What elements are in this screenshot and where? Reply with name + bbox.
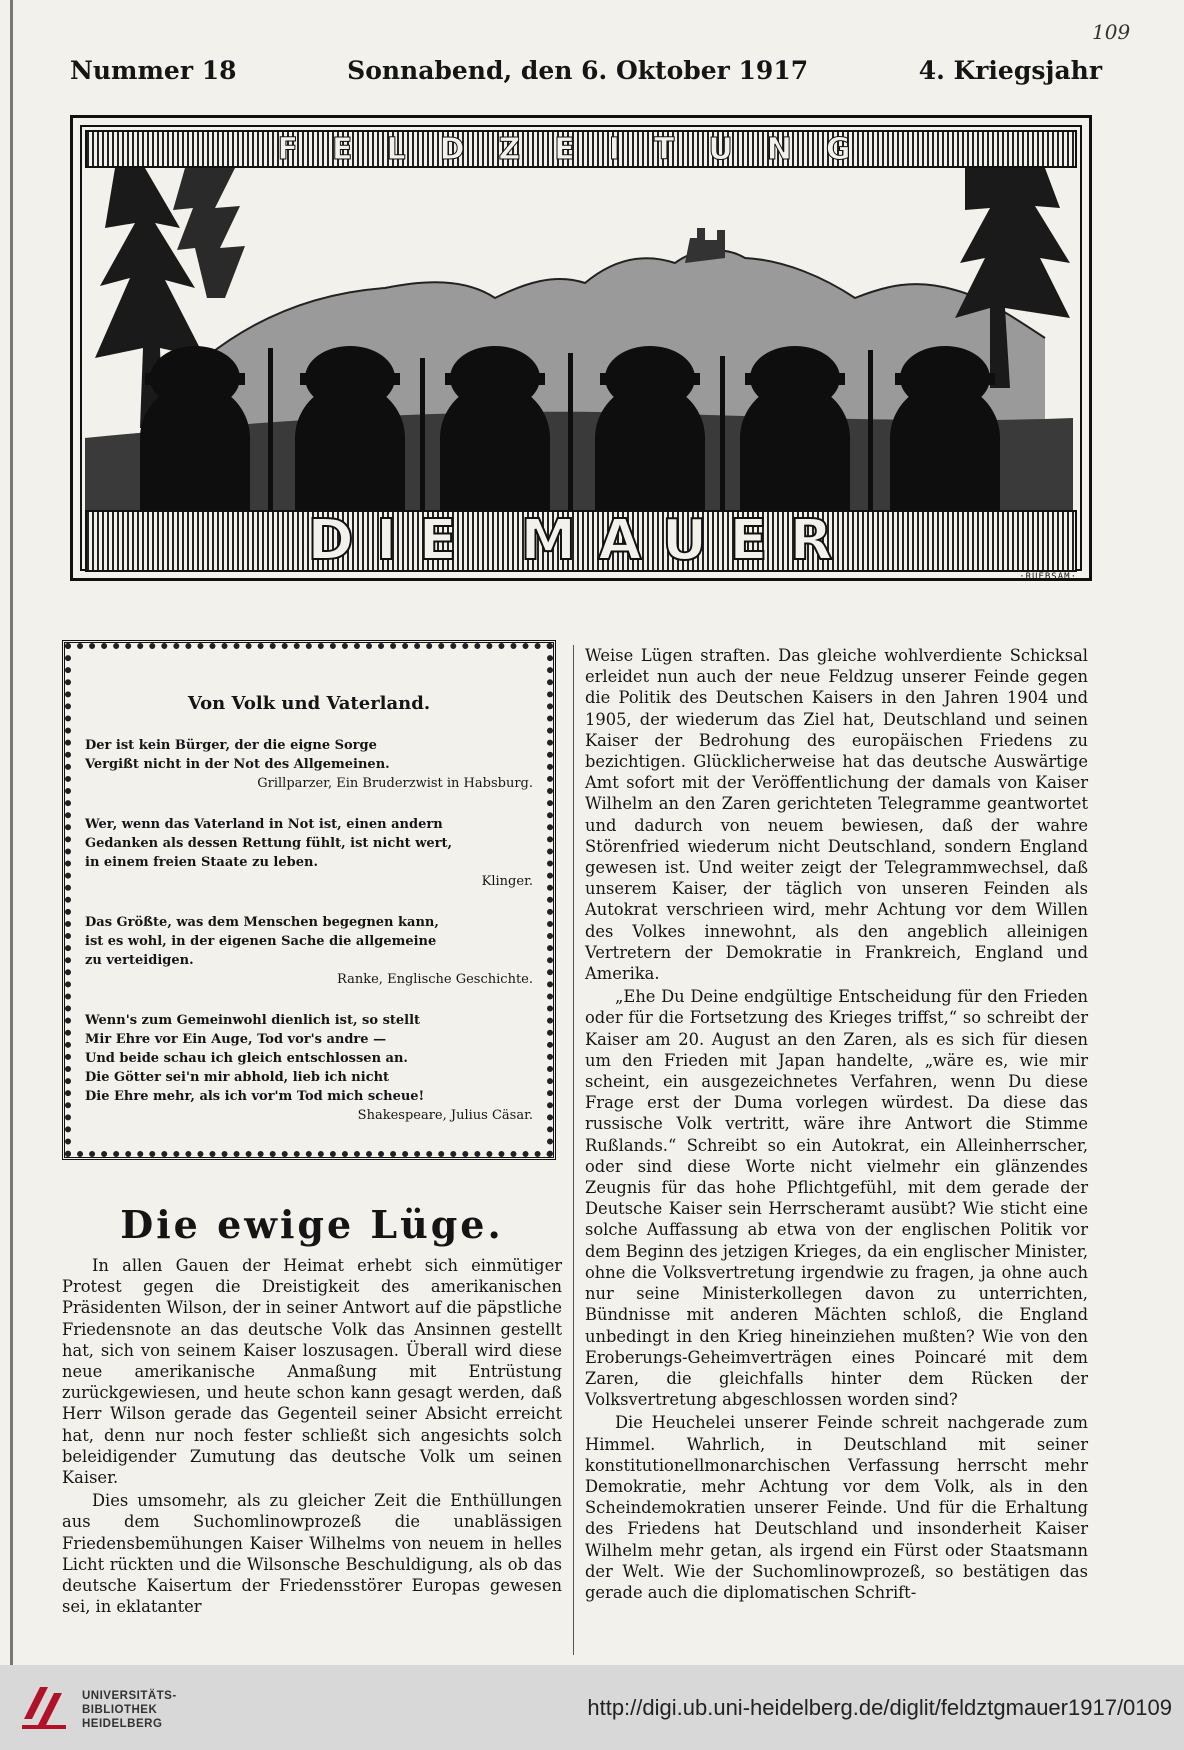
quote-box-title: Von Volk und Vaterland. [187, 693, 431, 714]
masthead-illustration-soldiers [85, 168, 1073, 512]
artist-signature: ·RUEBSAM· [1019, 572, 1077, 582]
source-url-link[interactable]: http://digi.ub.uni-heidelberg.de/diglit/feldztgmauer1917/0109 [587, 1695, 1172, 1720]
quote-item [85, 913, 533, 989]
digitization-footer [0, 1665, 1184, 1750]
quote-source: Grillparzer, Ein Bruderzwist in Habsburg. [257, 776, 533, 791]
article-paragraph: „Ehe Du Deine endgültige Entscheidung für den Frieden oder für die Fortsetzung des Krieges triffst,“ so schreibt der Kaiser am 20. August an den Zaren, als es sich für diesen um den Frieden mit Japan handelte, „wäre es, wie mir scheint, ein ausgezeichnetes Verfahren, wenn Du diese Frage erst der Duma vorlegen würdest. Da diese das russische Volk vertritt, wäre ihre Antwort die Stimme Rußlands.“ Schreibt so ein Autokrat, ein Alleinherrscher, oder sind diese Worte nicht vielmehr ein glänzendes Zeugnis für das hohe Pflichtgefühl, mit dem gerade der Deutsche Kaiser sein Herrscheramt ausübt? Wie sticht eine solche Auffassung ab etwa von der englischen Politik vor dem Beginn des jetzigen Krieges, da ein englischer Minister, ohne die Volksvertretung irgendwie zu fragen, ja ohne auch nur seine Ministerkollegen davon zu unterrichten, Bündnisse mit anderen Mächten schloß, die England unbedingt in den Krieg hineinziehen mußten? Wie von den Eroberungs-Geheimverträgen eines Poincaré mit dem Zaren, die gleichfalls hinter dem Rücken der Volksvertretung abgeschlossen worden sind? [585, 987, 1088, 1410]
quote-item [85, 736, 533, 793]
library-name-line: BIBLIOTHEK [82, 1704, 158, 1716]
war-year: 4. Kriegsjahr [918, 55, 1102, 85]
library-name-line: HEIDELBERG [82, 1718, 163, 1730]
masthead-top-title [85, 130, 1077, 168]
quote-source: Klinger. [481, 874, 533, 889]
quote-source: Shakespeare, Julius Cäsar. [357, 1108, 533, 1123]
quote-line: Die Ehre mehr, als ich vor'm Tod mich scheue! [85, 1089, 425, 1104]
quote-line: Vergißt nicht in der Not des Allgemeinen. [85, 757, 390, 772]
page-edge-line [10, 0, 13, 1665]
quote-line: zu verteidigen. [85, 953, 194, 968]
issue-number: Nummer 18 [70, 55, 237, 85]
quote-line: Wenn's zum Gemeinwohl dienlich ist, so stellt [85, 1013, 421, 1028]
quote-item [85, 815, 533, 891]
quote-line: Der ist kein Bürger, der die eigne Sorge [85, 738, 377, 753]
quote-source: Ranke, Englische Geschichte. [337, 972, 533, 987]
left-column [62, 640, 562, 1617]
quote-box-content [85, 693, 533, 1147]
quote-line: Das Größte, was dem Menschen begegnen kann, [85, 915, 439, 930]
issue-header [70, 52, 1102, 88]
masthead-top-text: FELDZEITUNG [277, 131, 885, 167]
article-paragraph: Dies umsomehr, als zu gleicher Zeit die Enthüllungen aus dem Suchomlinowprozeß die unablässigen Friedensbemühungen Kaiser Wilhelms von neuem in helles Licht rückten und die Wilsonsche Beschuldigung, als ob das deutsche Kaisertum der Friedensstörer Europas gewesen sei, in eklatanter [62, 1491, 562, 1617]
article-paragraph: Die Heuchelei unserer Feinde schreit nachgerade zum Himmel. Wahrlich, in Deutschland mit seiner konstitutionellmonarchischen Verfassung herrscht mehr Demokratie, mehr Achtung vor dem Volk, als in den Scheindemokratien unserer Feinde. Und für die Erhaltung des Friedens hat Deutschland und insonderheit Kaiser Wilhelm mehr getan, als irgend ein Fürst oder Staatsmann der Welt. Wie der Suchomlinowprozeß, so bestätigen das gerade auch die diplomatischen Schrift- [585, 1413, 1088, 1602]
right-column [585, 645, 1088, 1603]
masthead-bottom-text: DIE MAUER [307, 508, 855, 573]
university-library-logo-icon [18, 1679, 70, 1733]
quote-line: Mir Ehre vor Ein Auge, Tod vor's andre — [85, 1032, 387, 1047]
quote-line: ist es wohl, in der eigenen Sache die allgemeine [85, 934, 437, 949]
quote-line: Wer, wenn das Vaterland in Not ist, einen andern [85, 817, 443, 832]
column-divider [573, 645, 574, 1655]
quote-line: Gedanken als dessen Rettung fühlt, ist nicht wert, [85, 836, 453, 851]
masthead-banner [70, 115, 1092, 581]
issue-date: Sonnabend, den 6. Oktober 1917 [347, 55, 809, 85]
library-name [82, 1689, 177, 1731]
quote-item [85, 1011, 533, 1125]
article-paragraph: Weise Lügen straften. Das gleiche wohlverdiente Schicksal erleidet nun auch der neue Feldzug unserer Feinde gegen die Politik des Deutschen Kaisers in den Jahren 1904 und 1905, der wiederum das Ziel hat, Deutschland und seinen Kaiser der Bedrohung des europäischen Friedens zu bezichtigen. Glücklicherweise hat das deutsche Auswärtige Amt sofort mit der Veröffentlichung der damals von Kaiser Wilhelm an den Zaren gerichteten Telegramme geantwortet und dadurch von neuem bewiesen, daß der wahre Störenfried wiederum nicht Deutschland, sondern England gewesen ist. Und weiter zeigt der Telegrammwechsel, daß unserem Kaiser, der täglich von unseren Feinden als Autokrat verschrieen wird, mehr Achtung vor dem Willen des Volkes innewohnt, als den angeblich alleinigen Vertretern der Demokratie in Frankreich, England und Amerika. [585, 646, 1088, 984]
library-name-line: UNIVERSITÄTS- [82, 1690, 177, 1702]
article-title: Die ewige Lüge. [120, 1202, 504, 1247]
quote-line: Und beide schau ich gleich entschlossen an. [85, 1051, 408, 1066]
masthead-bottom-title [85, 510, 1077, 572]
quote-line: Die Götter sei'n mir abhold, lieb ich nicht [85, 1070, 390, 1085]
quote-line: in einem freien Staate zu leben. [85, 855, 318, 870]
quote-box [62, 640, 556, 1160]
article-paragraph: In allen Gauen der Heimat erhebt sich einmütiger Protest gegen die Dreistigkeit des amerikanischen Präsidenten Wilson, der in seiner Antwort auf die päpstliche Friedensnote an das deutsche Volk das Ansinnen gestellt hat, sich von seinem Kaiser loszusagen. Überall wird diese neue amerikanische Anmaßung mit Entrüstung zurückgewiesen, und heute schon kann gesagt werden, daß Herr Wilson gerade das Gegenteil seiner Absicht erreicht hat, denn nur noch fester schließt sich angesichts solch beleidigender Zumutung das deutsche Volk um seinen Kaiser. [62, 1256, 562, 1488]
handwritten-page-number: 109 [1092, 20, 1131, 44]
